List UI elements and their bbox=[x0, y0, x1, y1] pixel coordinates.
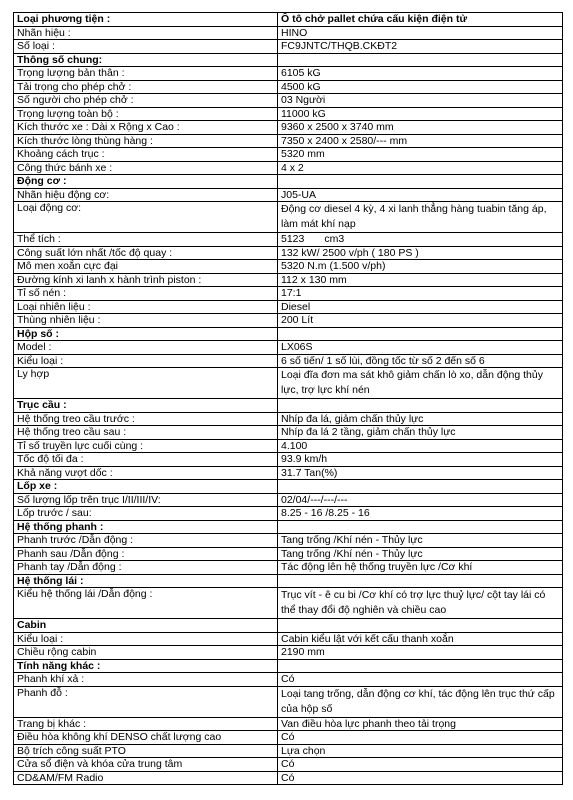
spec-label: Kiểu loại : bbox=[14, 354, 278, 368]
spec-label: Kích thước xe : Dài x Rộng x Cao : bbox=[14, 121, 278, 135]
spec-value: 6105 kG bbox=[278, 67, 563, 81]
spec-label: Trang bị khác : bbox=[14, 717, 278, 731]
spec-row bbox=[14, 368, 563, 399]
header-value: Ô tô chở pallet chứa cấu kiện điện tử bbox=[278, 13, 563, 27]
spec-label: Số lượng lốp trên trục I/II/III/IV: bbox=[14, 493, 278, 507]
spec-value: Cabin kiểu lật với kết cấu thanh xoắn bbox=[278, 632, 563, 646]
spec-row bbox=[14, 507, 563, 521]
spec-label: Lốp trước / sau: bbox=[14, 507, 278, 521]
spec-value: 17:1 bbox=[278, 287, 563, 301]
section-header-row bbox=[14, 619, 563, 633]
spec-label: Hệ thống treo cầu sau : bbox=[14, 426, 278, 440]
section-empty-cell bbox=[278, 399, 563, 413]
spec-value: 5320 mm bbox=[278, 148, 563, 162]
section-empty-cell bbox=[278, 327, 563, 341]
section-empty-cell bbox=[278, 574, 563, 588]
spec-label: Số loại : bbox=[14, 40, 278, 54]
spec-value: Nhíp đa lá 2 tầng, giảm chấn thủy lực bbox=[278, 426, 563, 440]
spec-label: Phanh tay /Dẫn động : bbox=[14, 561, 278, 575]
spec-row bbox=[14, 314, 563, 328]
section-title: Trục cầu : bbox=[14, 399, 278, 413]
spec-label: Hệ thống treo cầu trước : bbox=[14, 412, 278, 426]
spec-value: FC9JNTC/THQB.CKĐT2 bbox=[278, 40, 563, 54]
section-title: Hệ thống lái : bbox=[14, 574, 278, 588]
spec-value: 6 số tiến/ 1 số lùi, đồng tốc từ số 2 đến số 6 bbox=[278, 354, 563, 368]
section-header-row bbox=[14, 175, 563, 189]
spec-row bbox=[14, 67, 563, 81]
spec-label: Cửa sổ điện và khóa cửa trung tâm bbox=[14, 758, 278, 772]
spec-row bbox=[14, 686, 563, 717]
spec-value: Tác động lên hệ thống truyền lực /Cơ khí bbox=[278, 561, 563, 575]
spec-label: Công suất lớn nhất /tốc độ quay : bbox=[14, 246, 278, 260]
section-empty-cell bbox=[278, 659, 563, 673]
spec-row bbox=[14, 300, 563, 314]
section-title: Cabin bbox=[14, 619, 278, 633]
spec-value: 200 Lít bbox=[278, 314, 563, 328]
spec-row bbox=[14, 202, 563, 233]
section-header-row bbox=[14, 399, 563, 413]
spec-row bbox=[14, 341, 563, 355]
spec-label: Khả năng vượt dốc : bbox=[14, 466, 278, 480]
spec-label: Tốc độ tối đa : bbox=[14, 453, 278, 467]
spec-value: HINO bbox=[278, 26, 563, 40]
spec-label: Mô men xoắn cực đại bbox=[14, 260, 278, 274]
spec-value: Nhíp đa lá, giảm chấn thủy lực bbox=[278, 412, 563, 426]
spec-value: Tang trống /Khí nén - Thủy lực bbox=[278, 534, 563, 548]
section-header-row bbox=[14, 327, 563, 341]
spec-row bbox=[14, 453, 563, 467]
spec-value: 4500 kG bbox=[278, 80, 563, 94]
spec-value: Có bbox=[278, 731, 563, 745]
spec-label: Chiều rộng cabin bbox=[14, 646, 278, 660]
spec-label: Tỉ số nén : bbox=[14, 287, 278, 301]
spec-value: Động cơ diesel 4 kỳ, 4 xi lanh thẳng hàng tuabin tăng áp, làm mát khí nạp bbox=[278, 202, 563, 233]
spec-row bbox=[14, 744, 563, 758]
section-empty-cell bbox=[278, 53, 563, 67]
spec-label: Phanh trước /Dẫn động : bbox=[14, 534, 278, 548]
spec-label: Khoảng cách trục : bbox=[14, 148, 278, 162]
section-empty-cell bbox=[278, 520, 563, 534]
spec-row bbox=[14, 94, 563, 108]
section-title: Hộp số : bbox=[14, 327, 278, 341]
spec-label: Trọng lượng bản thân : bbox=[14, 67, 278, 81]
spec-row bbox=[14, 717, 563, 731]
spec-value: 02/04/---/---/--- bbox=[278, 493, 563, 507]
spec-row bbox=[14, 493, 563, 507]
spec-row bbox=[14, 632, 563, 646]
spec-table bbox=[13, 12, 563, 785]
spec-value: 9360 x 2500 x 3740 mm bbox=[278, 121, 563, 135]
spec-row bbox=[14, 439, 563, 453]
spec-row bbox=[14, 121, 563, 135]
spec-label: Kích thước lòng thùng hàng : bbox=[14, 134, 278, 148]
spec-value: 132 kW/ 2500 v/ph ( 180 PS ) bbox=[278, 246, 563, 260]
spec-value: 93.9 km/h bbox=[278, 453, 563, 467]
spec-row bbox=[14, 466, 563, 480]
spec-row bbox=[14, 534, 563, 548]
spec-label: Phanh sau /Dẫn động : bbox=[14, 547, 278, 561]
spec-value-number: 5123 bbox=[281, 233, 305, 245]
spec-row bbox=[14, 80, 563, 94]
spec-row bbox=[14, 273, 563, 287]
spec-value: Van điều hòa lực phanh theo tải trọng bbox=[278, 717, 563, 731]
spec-label: Nhãn hiệu động cơ: bbox=[14, 188, 278, 202]
spec-row bbox=[14, 134, 563, 148]
spec-value: Có bbox=[278, 673, 563, 687]
spec-value: 31.7 Tan(%) bbox=[278, 466, 563, 480]
spec-value: 4.100 bbox=[278, 439, 563, 453]
spec-label: Tải trọng cho phép chở : bbox=[14, 80, 278, 94]
spec-value: 2190 mm bbox=[278, 646, 563, 660]
spec-value: Lựa chọn bbox=[278, 744, 563, 758]
spec-label: Phanh đỗ : bbox=[14, 686, 278, 717]
section-title: Tính năng khác : bbox=[14, 659, 278, 673]
spec-row bbox=[14, 26, 563, 40]
spec-label: Tỉ số truyền lực cuối cùng : bbox=[14, 439, 278, 453]
spec-row bbox=[14, 673, 563, 687]
spec-label: Phanh khí xả : bbox=[14, 673, 278, 687]
spec-label: Đường kính xi lanh x hành trình piston : bbox=[14, 273, 278, 287]
header-label: Loại phương tiện : bbox=[14, 13, 278, 27]
spec-row bbox=[14, 354, 563, 368]
spec-value: 7350 x 2400 x 2580/--- mm bbox=[278, 134, 563, 148]
section-empty-cell bbox=[278, 619, 563, 633]
spec-row bbox=[14, 547, 563, 561]
spec-row bbox=[14, 161, 563, 175]
spec-row bbox=[14, 771, 563, 785]
spec-value: 03 Người bbox=[278, 94, 563, 108]
section-header-row bbox=[14, 53, 563, 67]
spec-label: Model : bbox=[14, 341, 278, 355]
spec-row bbox=[14, 260, 563, 274]
spec-row bbox=[14, 188, 563, 202]
spec-label: Ly hợp bbox=[14, 368, 278, 399]
spec-label: Thùng nhiên liệu : bbox=[14, 314, 278, 328]
spec-value: 11000 kG bbox=[278, 107, 563, 121]
spec-value: LX06S bbox=[278, 341, 563, 355]
spec-row bbox=[14, 233, 563, 247]
spec-row bbox=[14, 107, 563, 121]
section-empty-cell bbox=[278, 480, 563, 494]
spec-label: Bộ trích công suất PTO bbox=[14, 744, 278, 758]
spec-value: Loại đĩa đơn ma sát khô giảm chấn lò xo, dẫn động thủy lực, trợ lực khí nén bbox=[278, 368, 563, 399]
spec-label: Kiểu loại : bbox=[14, 632, 278, 646]
spec-value: Diesel bbox=[278, 300, 563, 314]
section-header-row bbox=[14, 574, 563, 588]
section-header-row bbox=[14, 480, 563, 494]
spec-label: Công thức bánh xe : bbox=[14, 161, 278, 175]
spec-value: Có bbox=[278, 758, 563, 772]
section-header-row bbox=[14, 659, 563, 673]
spec-label: Số người cho phép chở : bbox=[14, 94, 278, 108]
spec-label: CD&AM/FM Radio bbox=[14, 771, 278, 785]
spec-row bbox=[14, 758, 563, 772]
spec-value bbox=[278, 233, 563, 247]
spec-label: Nhãn hiệu : bbox=[14, 26, 278, 40]
spec-value: J05-UA bbox=[278, 188, 563, 202]
spec-label: Kiểu hệ thống lái /Dẫn động : bbox=[14, 588, 278, 619]
spec-label: Trọng lượng toàn bộ : bbox=[14, 107, 278, 121]
spec-value: 4 x 2 bbox=[278, 161, 563, 175]
section-header-row bbox=[14, 520, 563, 534]
spec-row bbox=[14, 731, 563, 745]
spec-row bbox=[14, 40, 563, 54]
spec-value: Có bbox=[278, 771, 563, 785]
spec-label: Điều hòa không khí DENSO chất lượng cao bbox=[14, 731, 278, 745]
spec-value: Tang trống /Khí nén - Thủy lực bbox=[278, 547, 563, 561]
spec-row bbox=[14, 426, 563, 440]
spec-row bbox=[14, 148, 563, 162]
header-row bbox=[14, 13, 563, 27]
spec-value: Loại tang trống, dẫn động cơ khí, tác động lên trục thứ cấp của hộp số bbox=[278, 686, 563, 717]
spec-value: Trục vít - ê cu bi /Cơ khí có trợ lực thuỷ lực/ cột tay lái có thể thay đổi độ nghiên và chiều cao bbox=[278, 588, 563, 619]
spec-label: Thể tích : bbox=[14, 233, 278, 247]
spec-value: 5320 N.m (1.500 v/ph) bbox=[278, 260, 563, 274]
section-title: Hệ thống phanh : bbox=[14, 520, 278, 534]
spec-value-unit: cm3 bbox=[324, 233, 345, 245]
section-title: Động cơ : bbox=[14, 175, 278, 189]
spec-value: 8.25 - 16 /8.25 - 16 bbox=[278, 507, 563, 521]
spec-row bbox=[14, 412, 563, 426]
spec-label: Loại nhiên liệu : bbox=[14, 300, 278, 314]
spec-row bbox=[14, 646, 563, 660]
spec-label: Loại động cơ: bbox=[14, 202, 278, 233]
spec-row bbox=[14, 246, 563, 260]
spec-row bbox=[14, 561, 563, 575]
spec-value: 112 x 130 mm bbox=[278, 273, 563, 287]
section-title: Thông số chung: bbox=[14, 53, 278, 67]
section-title: Lốp xe : bbox=[14, 480, 278, 494]
spec-row bbox=[14, 287, 563, 301]
spec-row bbox=[14, 588, 563, 619]
section-empty-cell bbox=[278, 175, 563, 189]
